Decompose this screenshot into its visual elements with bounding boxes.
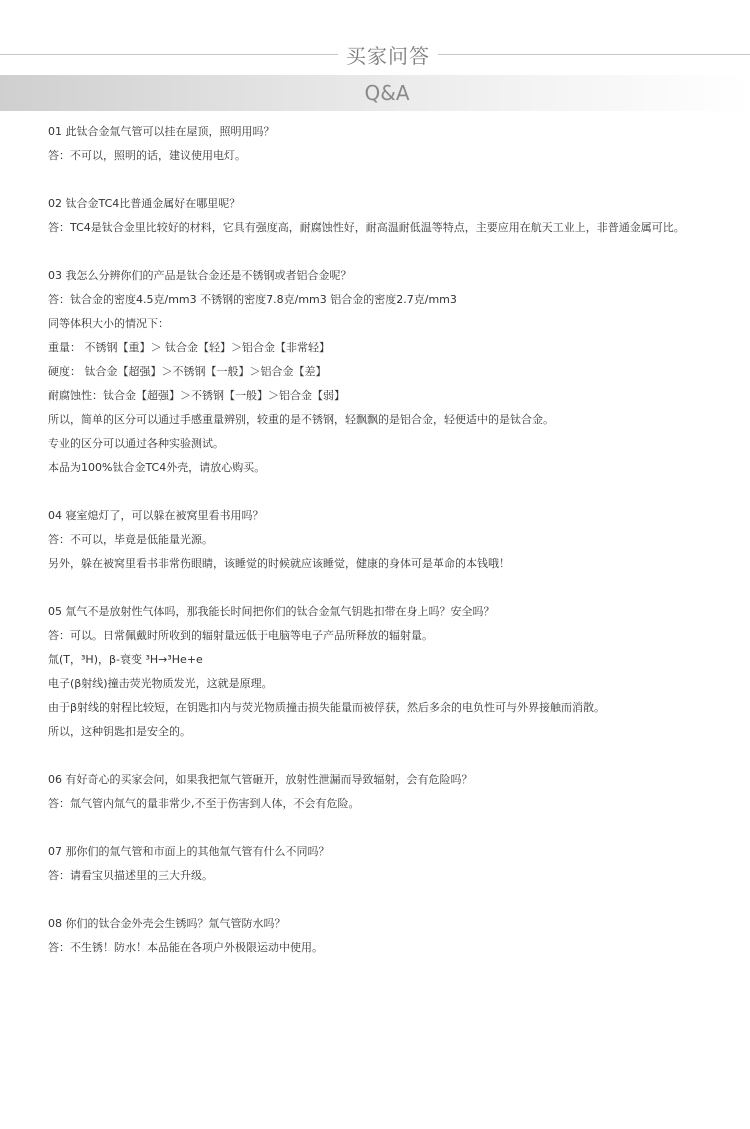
qa-item xyxy=(48,264,748,480)
qa-item xyxy=(48,600,748,744)
answer-text: 答：不生锈！防水！本品能在各项户外极限运动中使用。 xyxy=(48,941,323,954)
answer-text: 硬度： 钛合金【超强】＞不锈钢【一般】＞铝合金【差】 xyxy=(48,365,327,378)
qa-item xyxy=(48,840,748,888)
qa-item xyxy=(48,120,748,168)
answer-text: 电子(β射线)撞击荧光物质发光，这就是原理。 xyxy=(48,677,273,690)
question-text: 03 我怎么分辨你们的产品是钛合金还是不锈钢或者铝合金呢？ xyxy=(48,269,352,282)
answer-text: 另外，躲在被窝里看书非常伤眼睛，该睡觉的时候就应该睡觉，健康的身体可是革命的本钱哦！ xyxy=(48,557,510,570)
question-text: 02 钛合金TC4比普通金属好在哪里呢？ xyxy=(48,197,241,210)
qa-list xyxy=(48,120,748,984)
answer-text: 所以，简单的区分可以通过手感重量辨别，较重的是不锈钢，轻飘飘的是铝合金，轻便适中的是钛合金。 xyxy=(48,413,554,426)
answer-text: 重量： 不锈钢【重】＞ 钛合金【轻】＞铝合金【非常轻】 xyxy=(48,341,330,354)
question-text: 04 寝室熄灯了，可以躲在被窝里看书用吗？ xyxy=(48,509,264,522)
section-title-en: Q&A xyxy=(364,81,410,105)
section-title-cn: 买家问答 xyxy=(338,42,438,70)
answer-text: 答：不可以，毕竟是低能量光源。 xyxy=(48,533,213,546)
answer-text: 答：不可以，照明的话，建议使用电灯。 xyxy=(48,149,246,162)
answer-text: 同等体积大小的情况下： xyxy=(48,317,169,330)
answer-text: 耐腐蚀性：钛合金【超强】＞不锈钢【一般】＞铝合金【弱】 xyxy=(48,389,345,402)
qa-item xyxy=(48,504,748,576)
answer-text: 氚(T，³H)，β-衰变 ³H→³He+e xyxy=(48,653,203,666)
qa-item xyxy=(48,192,748,240)
answer-text: 由于β射线的射程比较短，在钥匙扣内与荧光物质撞击损失能量而被俘获，然后多余的电负性可与外界接触而消散。 xyxy=(48,701,606,714)
answer-text: 所以，这种钥匙扣是安全的。 xyxy=(48,725,191,738)
answer-text: 专业的区分可以通过各种实验测试。 xyxy=(48,437,224,450)
qa-item xyxy=(48,912,748,960)
answer-text: 答：钛合金的密度4.5克/mm3 不锈钢的密度7.8克/mm3 铝合金的密度2.7克/mm3 xyxy=(48,293,457,306)
question-text: 05 氚气不是放射性气体吗，那我能长时间把你们的钛合金氚气钥匙扣带在身上吗？安全吗？ xyxy=(48,605,495,618)
answer-text: 答：可以。日常佩戴时所收到的辐射量远低于电脑等电子产品所释放的辐射量。 xyxy=(48,629,433,642)
question-text: 06 有好奇心的买家会问，如果我把氚气管砸开，放射性泄漏而导致辐射，会有危险吗？ xyxy=(48,773,473,786)
question-text: 08 你们的钛合金外壳会生锈吗？氚气管防水吗？ xyxy=(48,917,286,930)
answer-text: 答：请看宝贝描述里的三大升级。 xyxy=(48,869,213,882)
answer-text: 本品为100%钛合金TC4外壳，请放心购买。 xyxy=(48,461,266,474)
question-text: 07 那你们的氚气管和市面上的其他氚气管有什么不同吗？ xyxy=(48,845,330,858)
qa-item xyxy=(48,768,748,816)
question-text: 01 此钛合金氚气管可以挂在屋顶，照明用吗？ xyxy=(48,125,275,138)
answer-text: 答：氚气管内氚气的量非常少,不至于伤害到人体，不会有危险。 xyxy=(48,797,360,810)
answer-text: 答：TC4是钛合金里比较好的材料，它具有强度高，耐腐蚀性好，耐高温耐低温等特点，主要应用在航天工业上，非普通金属可比。 xyxy=(48,221,685,234)
